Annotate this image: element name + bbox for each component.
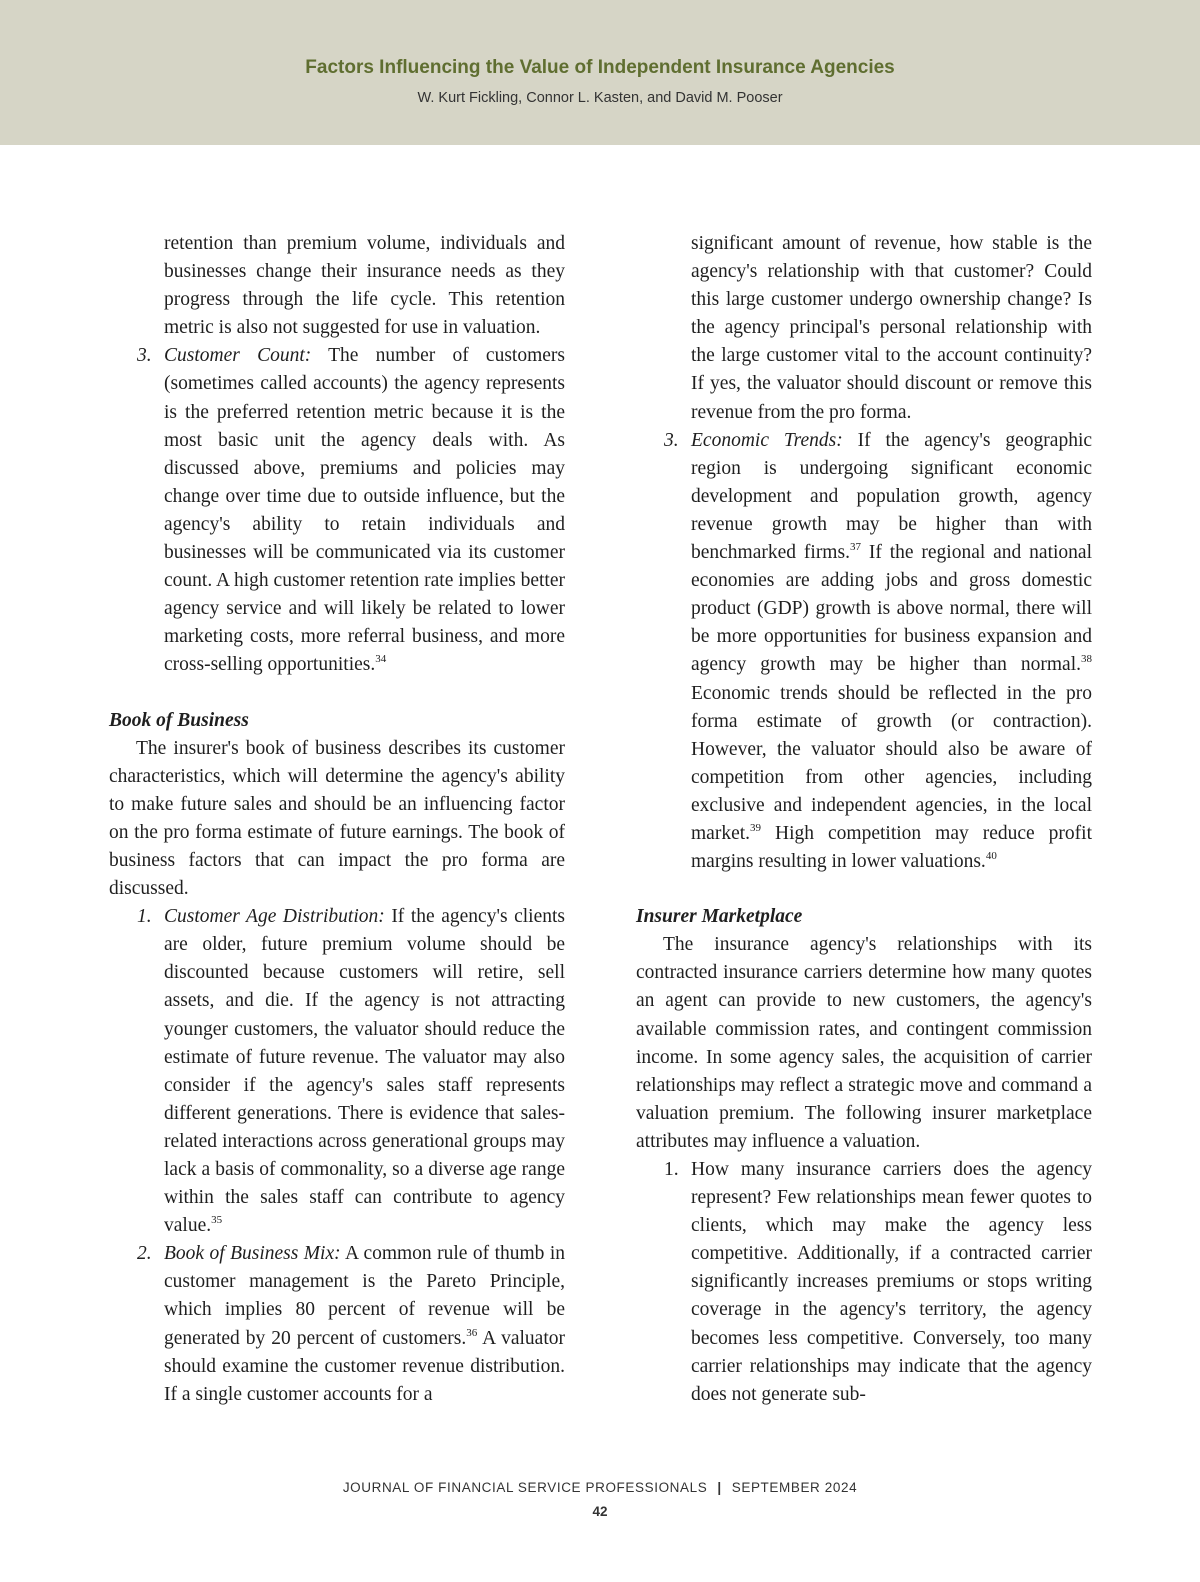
list-text: How many insurance carriers does the agency represent? Few relationships mean fewer quotes to clients, which may make the agency less competitive. Additionally, if a contracted carrier significantly increases premiums or stops writing coverage in the agency's territory, the agency becomes less competitive. Conversely, too many carrier relationships may indicate that the agency does not generate sub- bbox=[691, 1159, 1092, 1405]
footer-separator: | bbox=[717, 1480, 722, 1495]
footnote-ref: 36 bbox=[466, 1326, 478, 1339]
list-text-cont: A valuator should examine the customer revenue distribution. If a single customer accounts for a bbox=[164, 1327, 565, 1405]
list-term: Economic Trends: bbox=[691, 429, 843, 451]
left-list-item-1 bbox=[109, 903, 565, 1240]
footnote-ref: 38 bbox=[1081, 653, 1092, 666]
list-term: Customer Count: bbox=[164, 345, 312, 367]
footnote-ref: 37 bbox=[849, 541, 861, 554]
list-number: 1. bbox=[137, 906, 152, 928]
right-column bbox=[636, 230, 1092, 1409]
footnote-ref: 39 bbox=[750, 821, 762, 834]
page-header bbox=[0, 0, 1200, 145]
article-title: Factors Influencing the Value of Independent Insurance Agencies bbox=[305, 57, 895, 78]
journal-name: JOURNAL OF FINANCIAL SERVICE PROFESSIONALS bbox=[342, 1480, 708, 1495]
left-list-item-3 bbox=[109, 342, 565, 679]
list-text: If the agency's geographic region is undergoing significant economic development and population growth, agency revenue growth may be higher than with benchmarked firms. bbox=[691, 429, 1093, 564]
list-text: A common rule of thumb in customer management is the Pareto Principle, which implies 80 percent of revenue will be generated by 20 percent of customers. bbox=[164, 1243, 566, 1349]
insurer-marketplace-intro: The insurance agency's relationships with its contracted insurance carriers determine how many quotes an agent can provide to new customers, the agency's available commission rates, and contingent commission income. In some agency sales, the acquisition of carrier relationships may reflect a strategic move and command a valuation premium. The following insurer marketplace attributes may influence a valuation. bbox=[636, 934, 1092, 1152]
right-list-item-1 bbox=[636, 1156, 1092, 1409]
list-number: 2. bbox=[137, 1243, 152, 1265]
section-heading-insurer-marketplace: Insurer Marketplace bbox=[636, 906, 803, 928]
left-column bbox=[109, 230, 565, 1409]
list-term: Customer Age Distribution: bbox=[164, 906, 385, 928]
list-text: If the regional and national economies are adding jobs and gross domestic product (GDP) growth is above normal, there will be more opportunities for business expansion and agency growth may be higher than normal. bbox=[691, 542, 1092, 676]
footnote-ref: 40 bbox=[985, 850, 997, 863]
article-authors: W. Kurt Fickling, Connor L. Kasten, and David M. Pooser bbox=[417, 90, 783, 106]
left-list-item-2 bbox=[109, 1240, 565, 1409]
list-term: Book of Business Mix: bbox=[164, 1243, 341, 1265]
list-number: 3. bbox=[664, 429, 679, 451]
issue-date: SEPTEMBER 2024 bbox=[731, 1480, 858, 1495]
page-footer bbox=[0, 1480, 1200, 1495]
list-text: High competition may reduce profit margins resulting in lower valuations. bbox=[691, 822, 1092, 873]
page-number: 42 bbox=[592, 1504, 608, 1519]
left-continuation: retention than premium volume, individuals and businesses change their insurance needs as they progress through the life cycle. This retention metric is also not suggested for use in valuation. bbox=[164, 233, 565, 339]
section-heading-book-of-business: Book of Business bbox=[109, 709, 249, 731]
list-number: 3. bbox=[137, 345, 152, 367]
footnote-ref: 35 bbox=[211, 1214, 223, 1227]
list-number: 1. bbox=[664, 1159, 679, 1180]
right-continuation: significant amount of revenue, how stable is the agency's relationship with that customer? Could this large customer undergo ownership change? Is the agency principal's personal relationship with the large customer vital to the account continuity? If yes, the valuator should discount or remove this revenue from the pro forma. bbox=[691, 233, 1092, 423]
list-text: If the agency's clients are older, future premium volume should be discounted because customers will retire, sell assets, and die. If the agency is not attracting younger customers, the valuator should reduce the estimate of future revenue. The valuator may also consider if the agency's sales staff represents different generations. There is evidence that sales-related interactions across generational groups may lack a basis of commonality, so a diverse age range within the sales staff can contribute to agency value. bbox=[164, 906, 565, 1237]
footnote-ref: 34 bbox=[375, 653, 387, 666]
list-text: The number of customers (sometimes called accounts) the agency represents is the preferred retention metric because it is the most basic unit the agency deals with. As discussed above, premiums and policies may change over time due to outside influence, but the agency's ability to retain individuals and businesses will be communicated via its customer count. A high customer retention rate implies better agency service and will likely be related to lower marketing costs, more referral business, and more cross-selling opportunities. bbox=[164, 345, 565, 676]
list-text: Economic trends should be reflected in the pro forma estimate of growth (or contraction). However, the valuator should also be aware of competition from other agencies, including exclusive and independent agencies, in the local market. bbox=[691, 682, 1092, 844]
right-list-item-3 bbox=[636, 427, 1092, 877]
book-of-business-intro: The insurer's book of business describes its customer characteristics, which will determine the agency's ability to make future sales and should be an influencing factor on the pro forma estimate of future earnings. The book of business factors that can impact the pro forma are discussed. bbox=[109, 737, 565, 900]
